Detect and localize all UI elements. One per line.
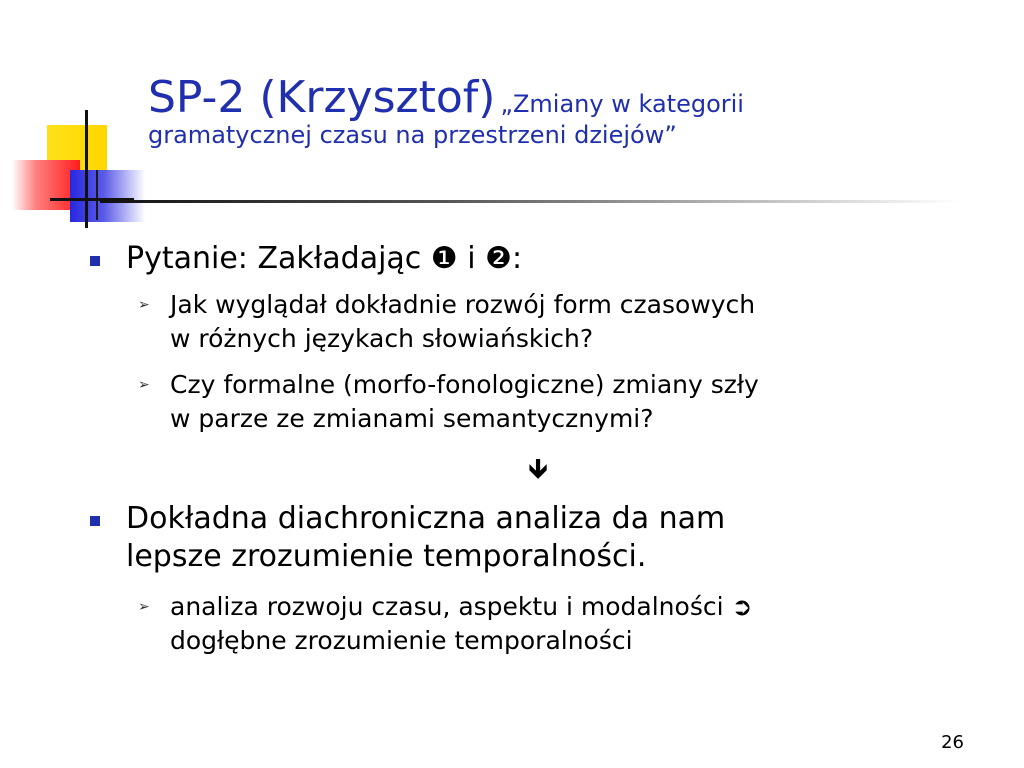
arrow-down-icon: 🡻 xyxy=(528,452,549,485)
bullet-analysis-block xyxy=(88,500,948,658)
title-sub-inline: „Zmiany w kategorii xyxy=(500,90,744,118)
logo-blue-square xyxy=(70,170,145,222)
logo-vertical-line-short xyxy=(96,170,98,220)
bullet-analysis xyxy=(88,500,948,576)
title-underline xyxy=(100,200,960,203)
sub-bullet-forms xyxy=(88,288,948,356)
slide-title xyxy=(148,74,988,149)
sub-bullet-forms-line1: Jak wyglądał dokładnie rozwój form czasowych xyxy=(170,290,756,319)
slide-body xyxy=(88,236,948,436)
sub-bullet-arrow-icon: ➢ xyxy=(138,599,150,615)
sub-bullet-arrow-icon: ➢ xyxy=(138,377,150,393)
decorative-logo xyxy=(0,0,150,240)
sub-bullet-arrow-icon: ➢ xyxy=(138,297,150,313)
sub-bullet-changes-line2: w parze ze zmianami semantycznymi? xyxy=(170,404,654,433)
sub-bullet-forms-line2: w różnych językach słowiańskich? xyxy=(170,324,594,353)
page-number: 26 xyxy=(941,732,964,753)
sub-bullet-changes-line1: Czy formalne (morfo-fonologiczne) zmiany szły xyxy=(170,370,759,399)
sub-bullet-analysis-line2: dogłębne zrozumienie temporalności xyxy=(170,626,633,655)
sub-bullet-analysis-line1: analiza rozwoju czasu, aspektu i modalności ➲ xyxy=(170,592,753,621)
sub-bullet-changes xyxy=(88,368,948,436)
bullet-question xyxy=(88,240,948,278)
bullet-marker xyxy=(90,516,100,526)
bullet-question-text: Pytanie: Zakładając ❶ i ❷: xyxy=(126,241,523,276)
bullet-analysis-line1: Dokładna diachroniczna analiza da nam xyxy=(126,501,726,536)
logo-vertical-line xyxy=(85,110,88,228)
sub-bullet-analysis xyxy=(88,590,948,658)
title-sub-line2: gramatycznej czasu na przestrzeni dziejów” xyxy=(148,121,677,150)
bullet-marker xyxy=(90,256,100,266)
bullet-analysis-line2: lepsze zrozumienie temporalności. xyxy=(126,539,647,574)
title-main: SP-2 (Krzysztof) xyxy=(148,72,496,123)
